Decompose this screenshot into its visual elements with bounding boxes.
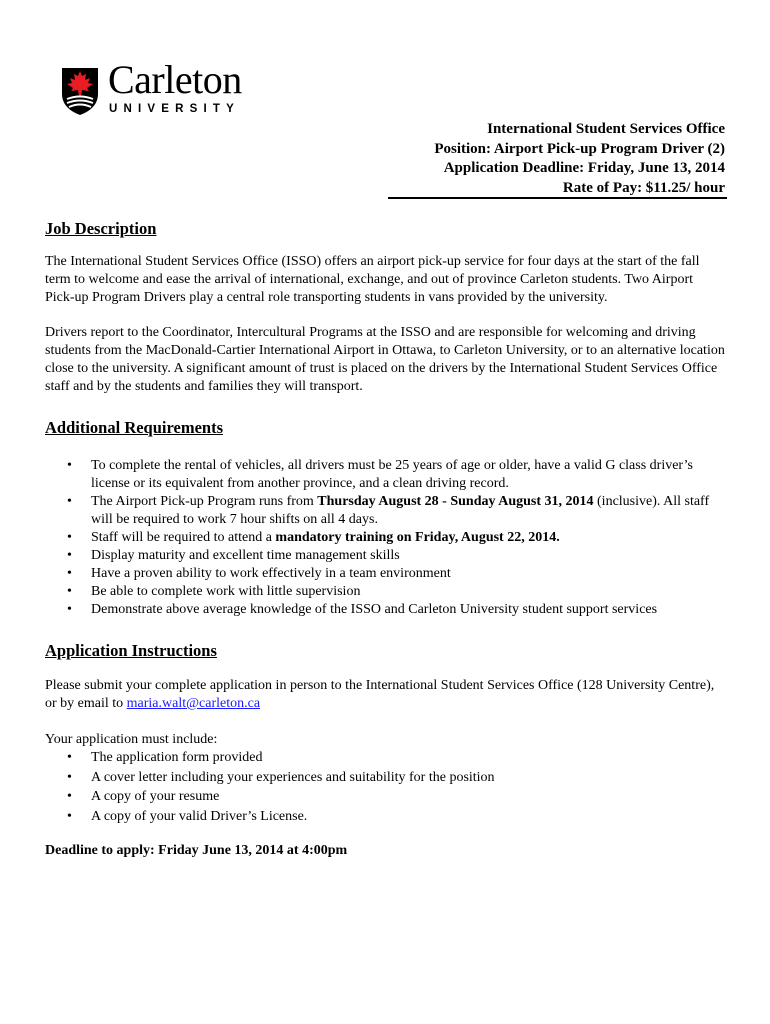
list-item: • Demonstrate above average knowledge of the ISSO and Carleton University student support services — [91, 601, 725, 619]
logo-subtitle: UNIVERSITY — [109, 103, 241, 115]
application-deadline: Application Deadline: Friday, June 13, 2014 — [443, 160, 725, 176]
list-item: • A copy of your valid Driver’s License. — [91, 807, 725, 827]
instructions-paragraph: Please submit your complete application in person to the International Student Services Office (128 University Centre), or by email to maria.walt@carleton.ca — [45, 678, 715, 711]
list-item: • To complete the rental of vehicles, all drivers must be 25 years of age or older, have a valid G class driver’s license or its equivalent from another province, and a clean driving record. — [91, 457, 725, 493]
list-item: • Display maturity and excellent time management skills — [91, 547, 725, 565]
office-name: International Student Services Office — [487, 121, 725, 137]
list-item: • A cover letter including your experiences and suitability for the position — [91, 768, 725, 788]
list-item: • The Airport Pick-up Program runs from Thursday August 28 - Sunday August 31, 2014 (inclusive). All staff will be required to work 7 hour shifts on all 4 days. — [91, 493, 725, 529]
final-deadline: Deadline to apply: Friday June 13, 2014 at 4:00pm — [45, 843, 348, 858]
position-title: Position: Airport Pick-up Program Driver (2) — [434, 140, 725, 157]
rate-of-pay: Rate of Pay: $11.25/ hour — [562, 179, 725, 196]
carleton-logo — [60, 57, 260, 118]
job-description-paragraph-2: Drivers report to the Coordinator, Intercultural Programs at the ISSO and are responsible for welcoming and driving students from the MacDonald-Cartier International Airport in Ottawa, to Carleton University, or to an alternative location close to the university. A significant amount of trust is placed on the drivers by the International Student Services Office staff and by the students and families they will transport. — [45, 325, 725, 394]
logo-wordmark: Carleton — [108, 57, 242, 102]
list-item: • A copy of your resume — [91, 787, 725, 807]
header-block — [434, 120, 725, 198]
instructions-heading: Application Instructions — [45, 641, 217, 660]
list-item: • The application form provided — [91, 748, 725, 768]
application-items-list — [45, 748, 725, 826]
requirements-list — [45, 457, 725, 619]
job-description-heading: Job Description — [45, 219, 157, 238]
carleton-shield-icon — [60, 66, 100, 116]
requirements-heading: Additional Requirements — [45, 418, 224, 437]
document-body — [45, 218, 725, 860]
include-intro: Your application must include: — [45, 732, 218, 747]
list-item: • Staff will be required to attend a mandatory training on Friday, August 22, 2014. — [91, 529, 725, 547]
email-link[interactable]: maria.walt@carleton.ca — [126, 696, 261, 711]
list-item: • Have a proven ability to work effectively in a team environment — [91, 565, 725, 583]
job-description-paragraph-1: The International Student Services Office (ISSO) offers an airport pick-up service for four days at the start of the fall term to welcome and ease the arrival of international, exchange, and out of province Carleton students. Two Airport Pick-up Program Drivers play a central role transporting students in vans provided by the university. — [45, 254, 700, 305]
header-divider — [388, 197, 727, 199]
list-item: • Be able to complete work with little supervision — [91, 583, 725, 601]
